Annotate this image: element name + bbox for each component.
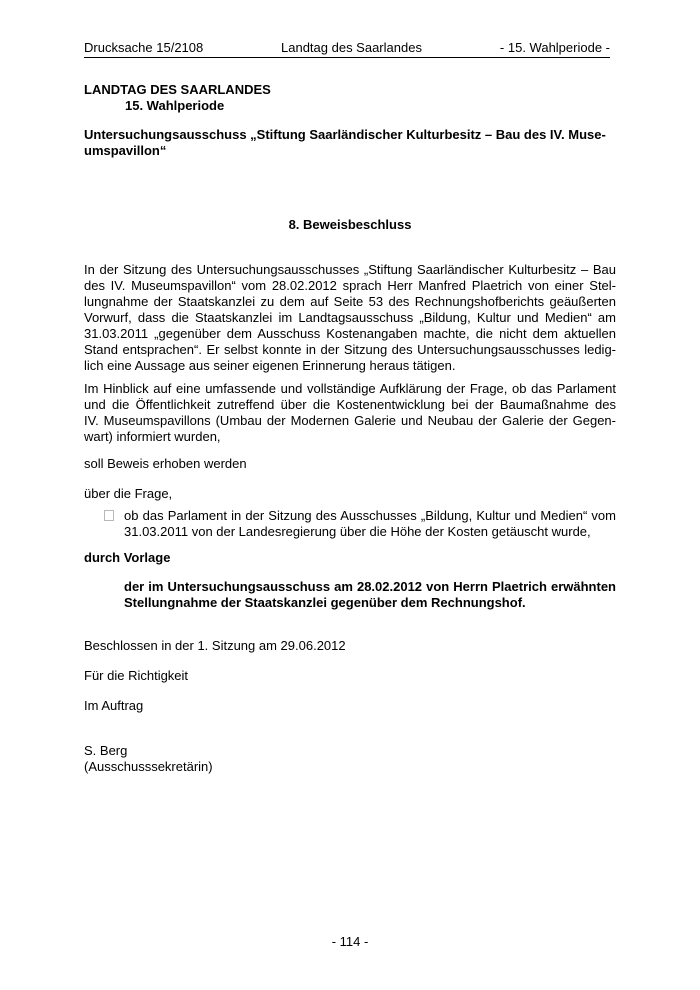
paragraph-line: In der Sitzung des Untersuchungsausschusses „Stiftung Saarländischer Kulturbesitz – Bau	[84, 262, 616, 277]
organization-name: LANDTAG DES SAARLANDES	[84, 82, 271, 97]
paragraph-line: IV. Museumspavillons (Umbau der Modernen Galerie und Neubau der Galerie der Gegen-	[84, 413, 616, 428]
header-legislative-period: - 15. Wahlperiode -	[499, 40, 610, 55]
paragraph-line: Stand entsprachen“. Er selbst konnte in der Sitzung des Untersuchungsausschusses ledig-	[84, 342, 616, 357]
paragraph-line: Im Hinblick auf eine umfassende und vollständige Aufklärung der Frage, ob das Parlament	[84, 381, 616, 396]
resolution-date: Beschlossen in der 1. Sitzung am 29.06.2012	[84, 638, 346, 653]
paragraph-line: des IV. Museumspavillon“ vom 28.02.2012 sprach Herr Manfred Plaetrich von einer Stel-	[84, 278, 616, 293]
page-header	[84, 40, 610, 58]
paragraph-line: lich eine Aussage aus seiner eigenen Erinnerung heraus tätigen.	[84, 358, 456, 373]
bullet-box-icon	[104, 510, 114, 521]
paragraph-clarification	[84, 381, 616, 445]
committee-title-line: Untersuchungsausschuss „Stiftung Saarländischer Kulturbesitz – Bau des IV. Muse-	[84, 127, 606, 142]
submission-heading: durch Vorlage	[84, 550, 171, 565]
page-number: - 114 -	[331, 934, 369, 949]
signer-name: S. Berg	[84, 743, 128, 758]
paragraph-session-report	[84, 262, 616, 374]
submission-line: Stellungnahme der Staatskanzlei gegenüber dem Rechnungshof.	[124, 595, 526, 610]
paragraph-line: wart) informiert wurden,	[84, 429, 221, 444]
header-document-number: Drucksache 15/2108	[84, 40, 204, 55]
header-parliament: Landtag des Saarlandes	[281, 40, 422, 55]
document-title: 8. Beweisbeschluss	[288, 217, 412, 232]
question-intro: über die Frage,	[84, 486, 173, 501]
submission-detail	[124, 579, 616, 611]
committee-title-line: umspavillon“	[84, 143, 167, 158]
committee-title	[84, 127, 618, 159]
on-behalf-note: Im Auftrag	[84, 698, 144, 713]
organization-period: 15. Wahlperiode	[125, 98, 225, 113]
paragraph-line: 31.03.2011 „gegenüber dem Ausschuss Kostenangaben machte, die nicht dem aktuellen	[84, 326, 616, 341]
submission-line: der im Untersuchungsausschuss am 28.02.2012 von Herrn Plaetrich erwähnten	[124, 579, 616, 594]
paragraph-line: lungnahme der Staatskanzlei zu dem auf Seite 53 des Rechnungshofberichts geäußerten	[84, 294, 616, 309]
correctness-note: Für die Richtigkeit	[84, 668, 189, 683]
bullet-text	[124, 508, 616, 540]
signer-role: (Ausschusssekretärin)	[84, 759, 213, 774]
paragraph-line: Vorwurf, dass die Staatskanzlei im Landtagsausschuss „Bildung, Kultur und Medien“ am	[84, 310, 616, 325]
paragraph-line: und die Öffentlichkeit zutreffend über die Kostenentwicklung bei der Baumaßnahme des	[84, 397, 616, 412]
bullet-line: ob das Parlament in der Sitzung des Ausschusses „Bildung, Kultur und Medien“ vom	[124, 508, 616, 523]
evidence-statement: soll Beweis erhoben werden	[84, 456, 247, 471]
bullet-line: 31.03.2011 von der Landesregierung über die Höhe der Kosten getäuscht wurde,	[124, 524, 591, 539]
